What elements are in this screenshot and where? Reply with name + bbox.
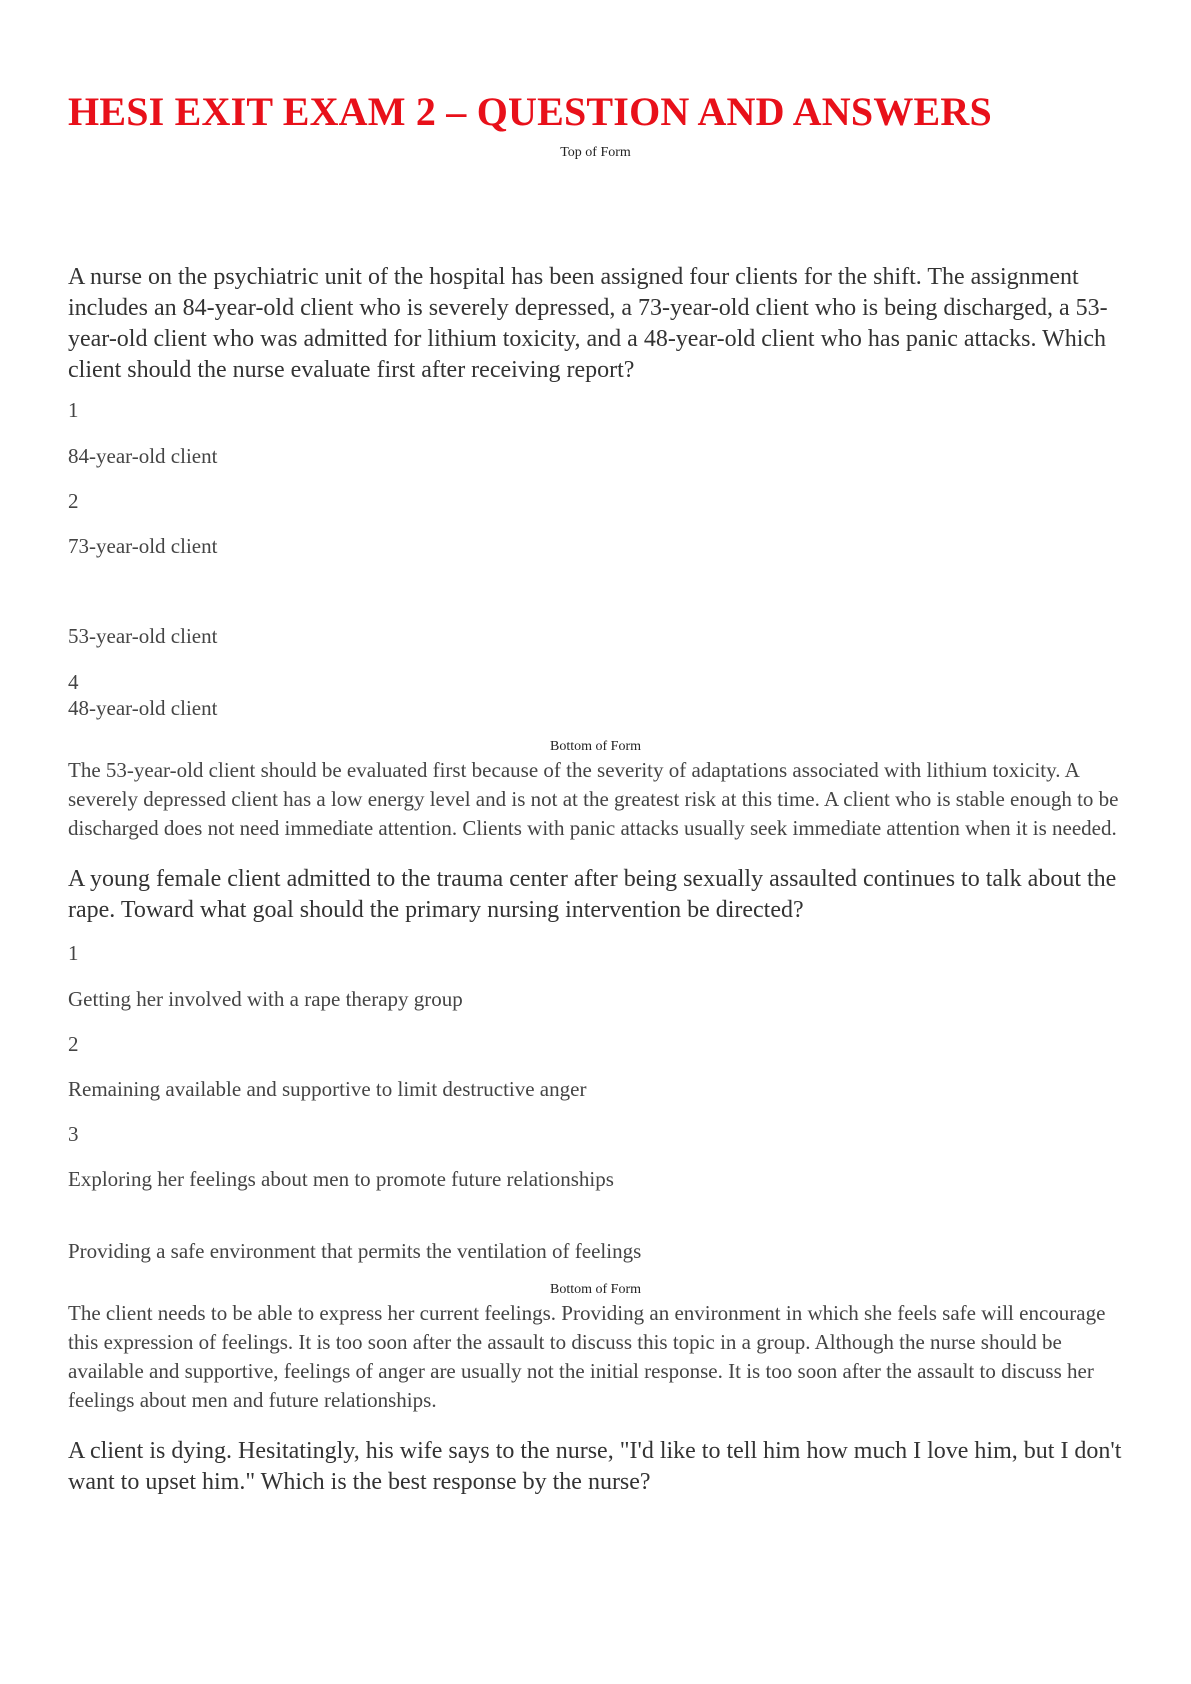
- question-1-rationale: The 53-year-old client should be evaluated first because of the severity of adaptations associated with lithium toxicity. A severely depressed client has a low energy level and is not at the greatest risk at this time. A client who is stable enough to be discharged does not need immediate attention. Clients with panic attacks usually seek immediate attention when it is needed.: [68, 758, 1119, 840]
- question-2-option-1-text: Getting her involved with a rape therapy group: [68, 987, 463, 1011]
- question-2-option-1-number: 1: [68, 941, 79, 965]
- page-title: HESI EXIT EXAM 2 – QUESTION AND ANSWERS: [68, 89, 992, 134]
- question-3-text: A client is dying. Hesitatingly, his wife says to the nurse, "I'd like to tell him how much I love him, but I don't want to upset him." Which is the best response by the nurse?: [68, 1438, 1122, 1495]
- question-2-rationale: The client needs to be able to express her current feelings. Providing an environment in which she feels safe will encourage this expression of feelings. It is too soon after the assault to discuss this topic in a group. Although the nurse should be available and supportive, feelings of anger are usually not the initial response. It is too soon after the assault to discuss her feelings about men and future relationships.: [68, 1301, 1106, 1412]
- question-2-option-3-text: Exploring her feelings about men to promote future relationships: [68, 1167, 614, 1191]
- bottom-of-form-marker-2: Bottom of Form: [549, 1282, 641, 1297]
- question-2-option-2-number: 2: [68, 1032, 79, 1056]
- question-2-option-4-text: Providing a safe environment that permits the ventilation of feelings: [68, 1239, 642, 1263]
- question-1-text: A nurse on the psychiatric unit of the hospital has been assigned four clients for the shift. The assignment includes an 84-year-old client who is severely depressed, a 73-year-old client who is being discharged, a 53-year-old client who was admitted for lithium toxicity, and a 48-year-old client who has panic attacks. Which client should the nurse evaluate first after receiving report?: [68, 264, 1108, 383]
- question-1-option-2-text: 73-year-old client: [68, 534, 218, 558]
- question-1-option-3-text: 53-year-old client: [68, 624, 218, 648]
- question-1-option-1-number: 1: [68, 398, 79, 422]
- question-1-option-4-number: 4: [68, 670, 79, 694]
- question-1-option-1-text: 84-year-old client: [68, 444, 218, 468]
- question-2-text: A young female client admitted to the trauma center after being sexually assaulted continues to talk about the rape. Toward what goal should the primary nursing intervention be directed?: [68, 866, 1117, 923]
- question-2-option-3-number: 3: [68, 1122, 79, 1146]
- question-2-option-2-text: Remaining available and supportive to limit destructive anger: [68, 1077, 587, 1101]
- question-1-option-2-number: 2: [68, 489, 79, 513]
- top-of-form-marker: Top of Form: [560, 145, 631, 160]
- question-1-option-4-text: 48-year-old client: [68, 696, 218, 720]
- bottom-of-form-marker-1: Bottom of Form: [549, 739, 641, 754]
